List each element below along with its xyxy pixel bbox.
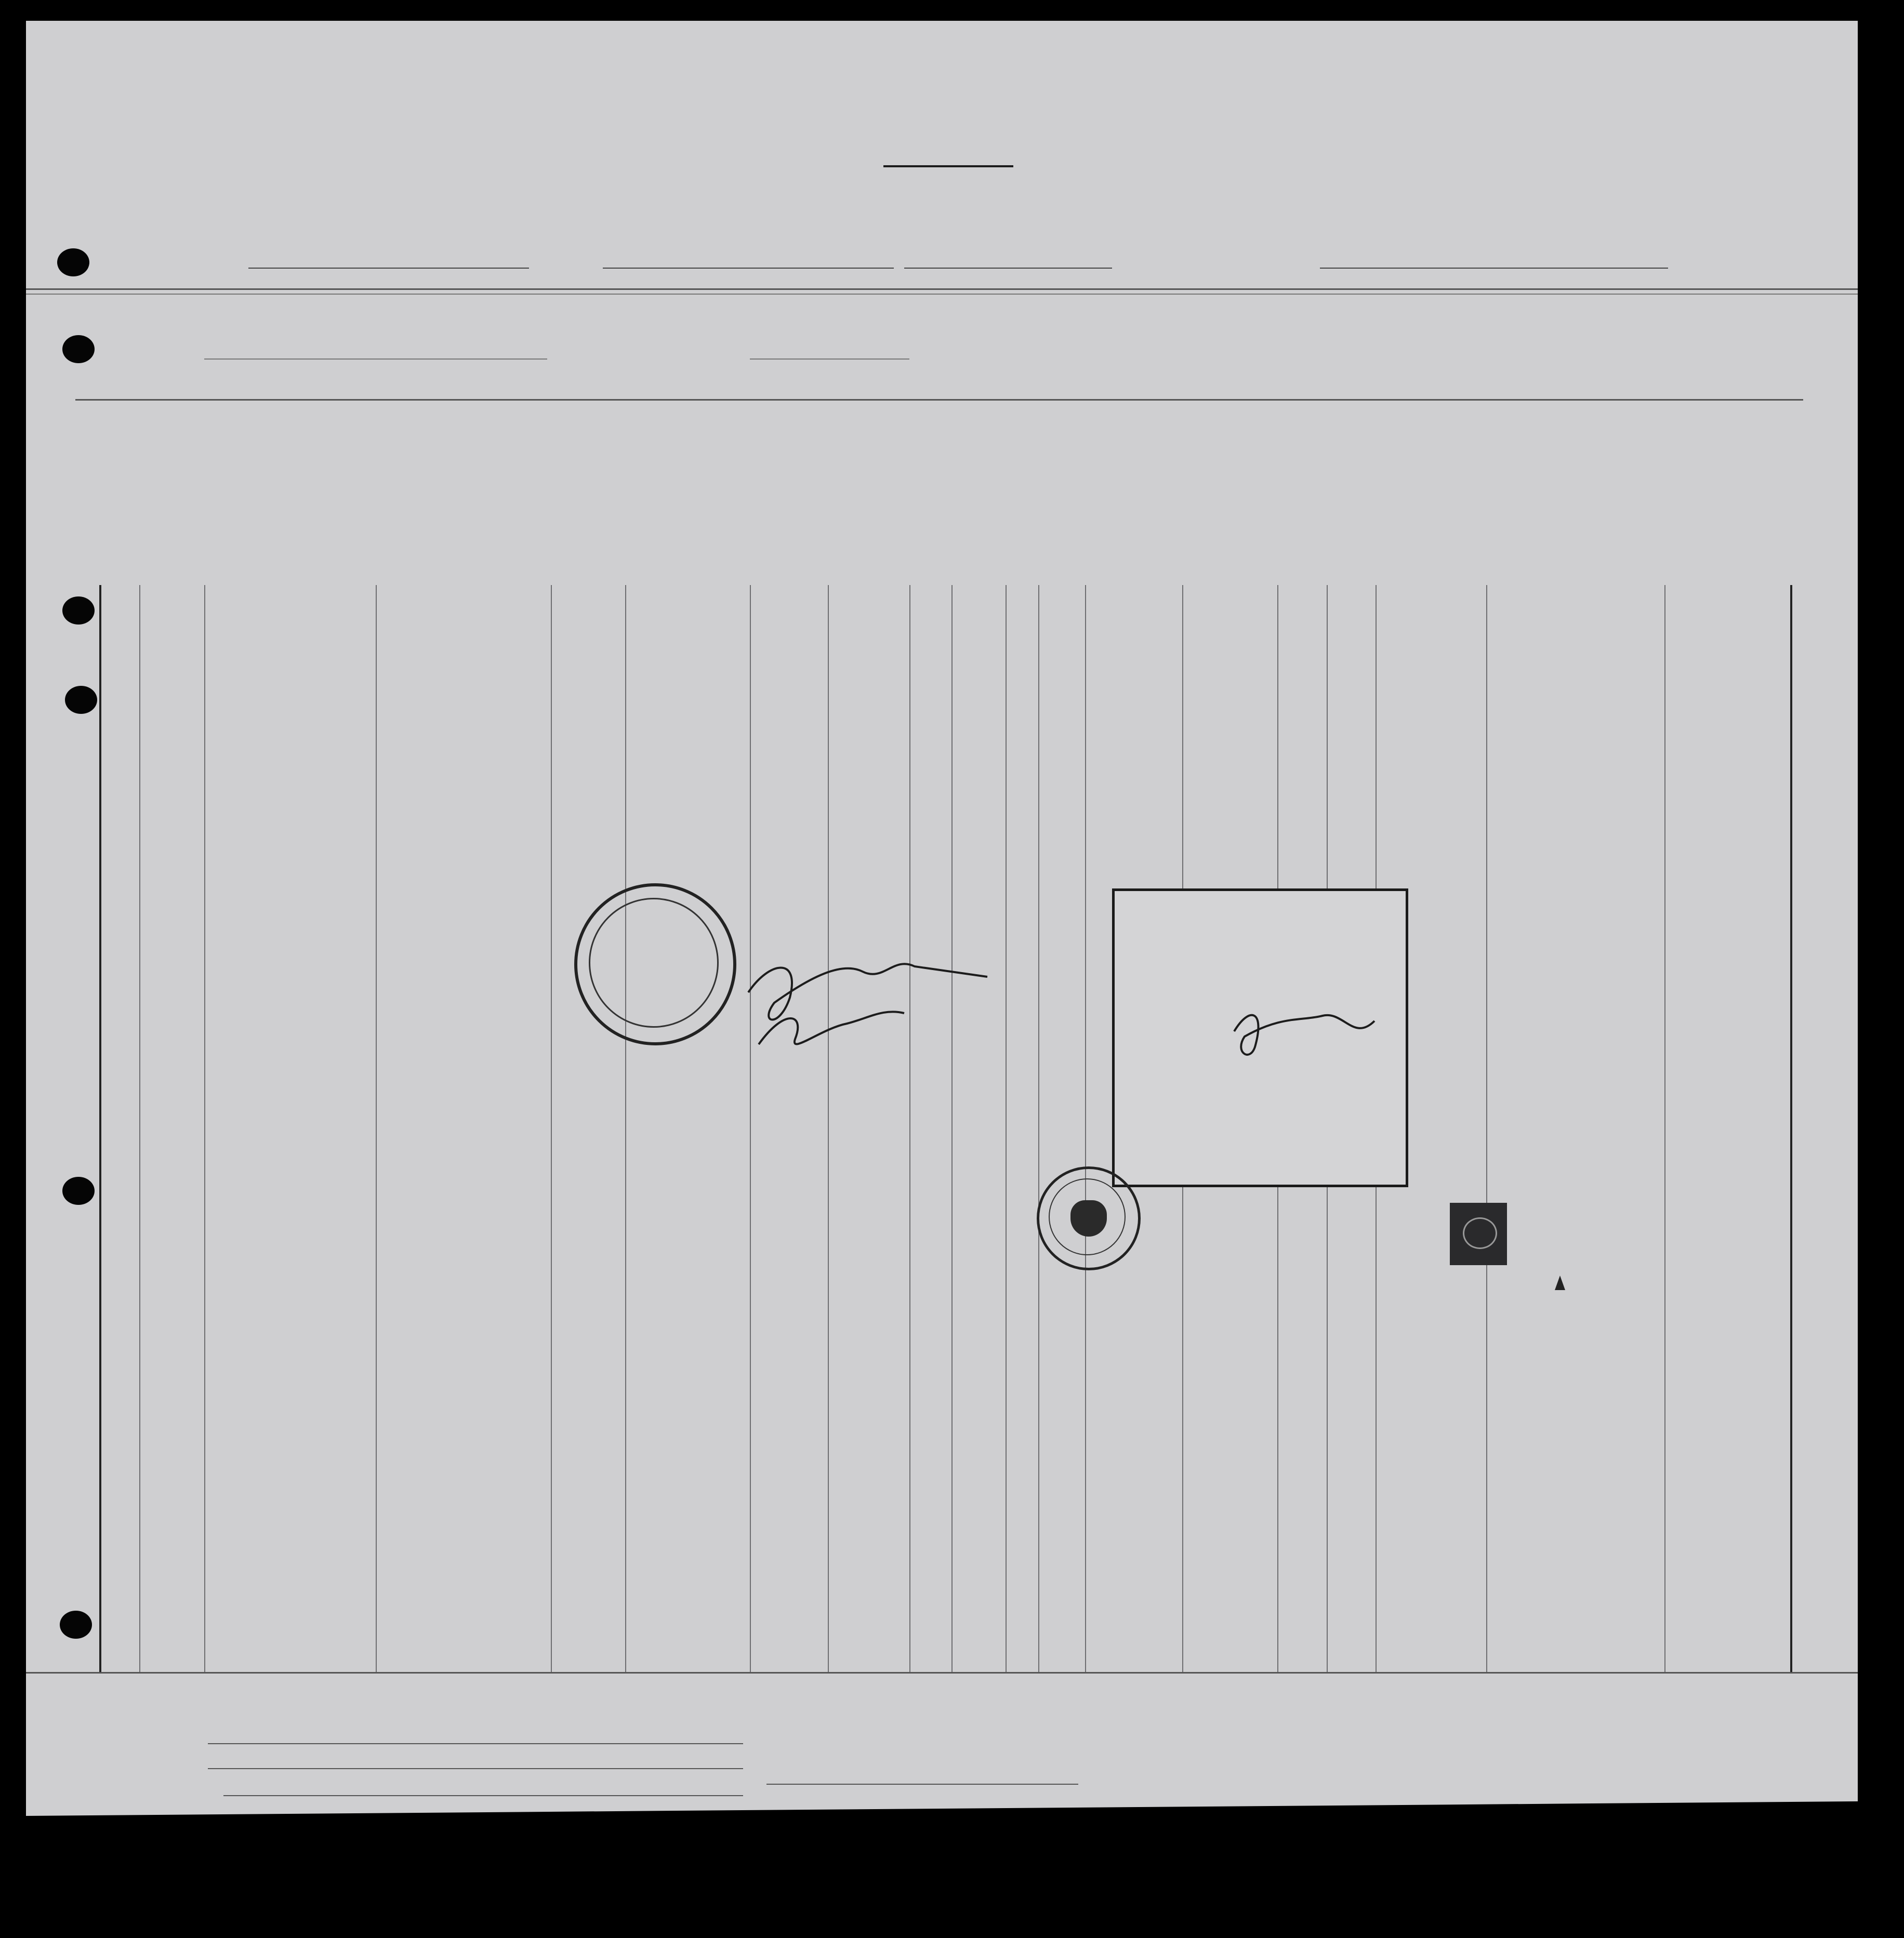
paper-edge <box>26 1798 1858 1816</box>
col-12-header <box>1183 299 1277 322</box>
punch-hole <box>57 248 89 276</box>
arrow-up-icon <box>1555 1276 1565 1290</box>
col-10-header <box>1039 299 1085 322</box>
col-15-header <box>1377 299 1486 312</box>
eagle-emblem-icon <box>1070 1200 1107 1237</box>
col-14-header <box>1328 299 1376 322</box>
col-11-header <box>1086 299 1182 322</box>
col-4-header <box>552 299 624 309</box>
col-17-header <box>1667 299 1789 302</box>
fee-stamp <box>1450 1203 1507 1265</box>
consular-seal <box>1037 1166 1141 1270</box>
inspector-signature <box>728 925 998 1055</box>
col-9-header <box>1006 299 1037 322</box>
col-5-header <box>626 299 748 312</box>
col-16-header <box>1488 299 1664 302</box>
col-1-header <box>101 297 140 308</box>
col-8-header <box>953 299 1004 309</box>
col-3-header <box>205 299 546 308</box>
closing-line <box>1122 849 1138 869</box>
title-rule <box>883 165 1013 167</box>
consulate-visa-box <box>1112 888 1408 1187</box>
col-6-header <box>751 299 909 309</box>
col-13-header <box>1278 299 1326 322</box>
admitted-stamp <box>574 883 736 1045</box>
